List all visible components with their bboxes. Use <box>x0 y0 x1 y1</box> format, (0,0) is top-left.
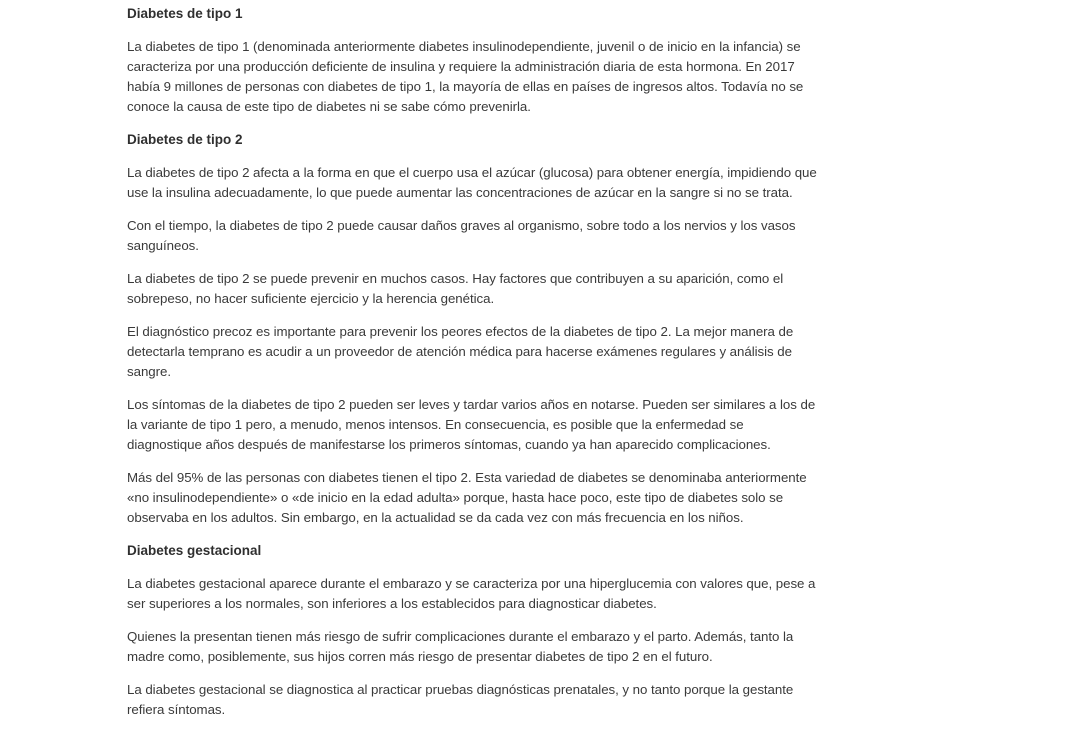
paragraph: La diabetes de tipo 2 se puede prevenir en muchos casos. Hay factores que contribuyen a su aparición, como el sobrepeso, no hacer suficiente ejercicio y la herencia genética. <box>127 271 784 306</box>
paragraph: Los síntomas de la diabetes de tipo 2 pueden ser leves y tardar varios años en notarse. Pueden ser similares a los de la variante de tipo 1 pero, a menudo, menos intensos. En consecuencia, es posible que la enfermedad se diagnostique años después de manifestarse los primeros síntomas, cuando ya han aparecido complicaciones. <box>127 397 816 452</box>
paragraph: El diagnóstico precoz es importante para prevenir los peores efectos de la diabetes de tipo 2. La mejor manera de detectarla temprano es acudir a un proveedor de atención médica para hacerse exámenes regulares y análisis de sangre. <box>127 324 794 379</box>
paragraph: Con el tiempo, la diabetes de tipo 2 puede causar daños graves al organismo, sobre todo a los nervios y los vasos sanguíneos. <box>127 218 796 253</box>
article-body <box>127 4 817 720</box>
paragraph: Más del 95% de las personas con diabetes tienen el tipo 2. Esta variedad de diabetes se denominaba anteriormente «no insulinodependiente» o «de inicio en la edad adulta» porque, hasta hace poco, este tipo de diabetes solo se observaba en los adultos. Sin embargo, en la actualidad se da cada vez con más frecuencia en los niños. <box>127 470 807 525</box>
paragraph: La diabetes de tipo 2 afecta a la forma en que el cuerpo usa el azúcar (glucosa) para obtener energía, impidiendo que use la insulina adecuadamente, lo que puede aumentar las concentraciones de azúcar en la sangre si no se trata. <box>127 165 817 200</box>
paragraph: La diabetes gestacional se diagnostica al practicar pruebas diagnósticas prenatales, y no tanto porque la gestante refiera síntomas. <box>127 682 794 717</box>
section-heading-tipo-1: Diabetes de tipo 1 <box>127 6 243 21</box>
paragraph: La diabetes de tipo 1 (denominada anteriormente diabetes insulinodependiente, juvenil o de inicio en la infancia) se caracteriza por una producción deficiente de insulina y requiere la administración diaria de esta hormona. En 2017 había 9 millones de personas con diabetes de tipo 1, la mayoría de ellas en países de ingresos altos. Todavía no se conoce la causa de este tipo de diabetes ni se sabe cómo prevenirla. <box>127 39 804 114</box>
section-heading-tipo-2: Diabetes de tipo 2 <box>127 132 243 147</box>
paragraph: Quienes la presentan tienen más riesgo de sufrir complicaciones durante el embarazo y el parto. Además, tanto la madre como, posiblemente, sus hijos corren más riesgo de presentar diabetes de tipo 2 en el futuro. <box>127 629 794 664</box>
paragraph: La diabetes gestacional aparece durante el embarazo y se caracteriza por una hiperglucemia con valores que, pese a ser superiores a los normales, son inferiores a los establecidos para diagnosticar diabetes. <box>127 576 816 611</box>
section-heading-gestacional: Diabetes gestacional <box>127 543 262 558</box>
